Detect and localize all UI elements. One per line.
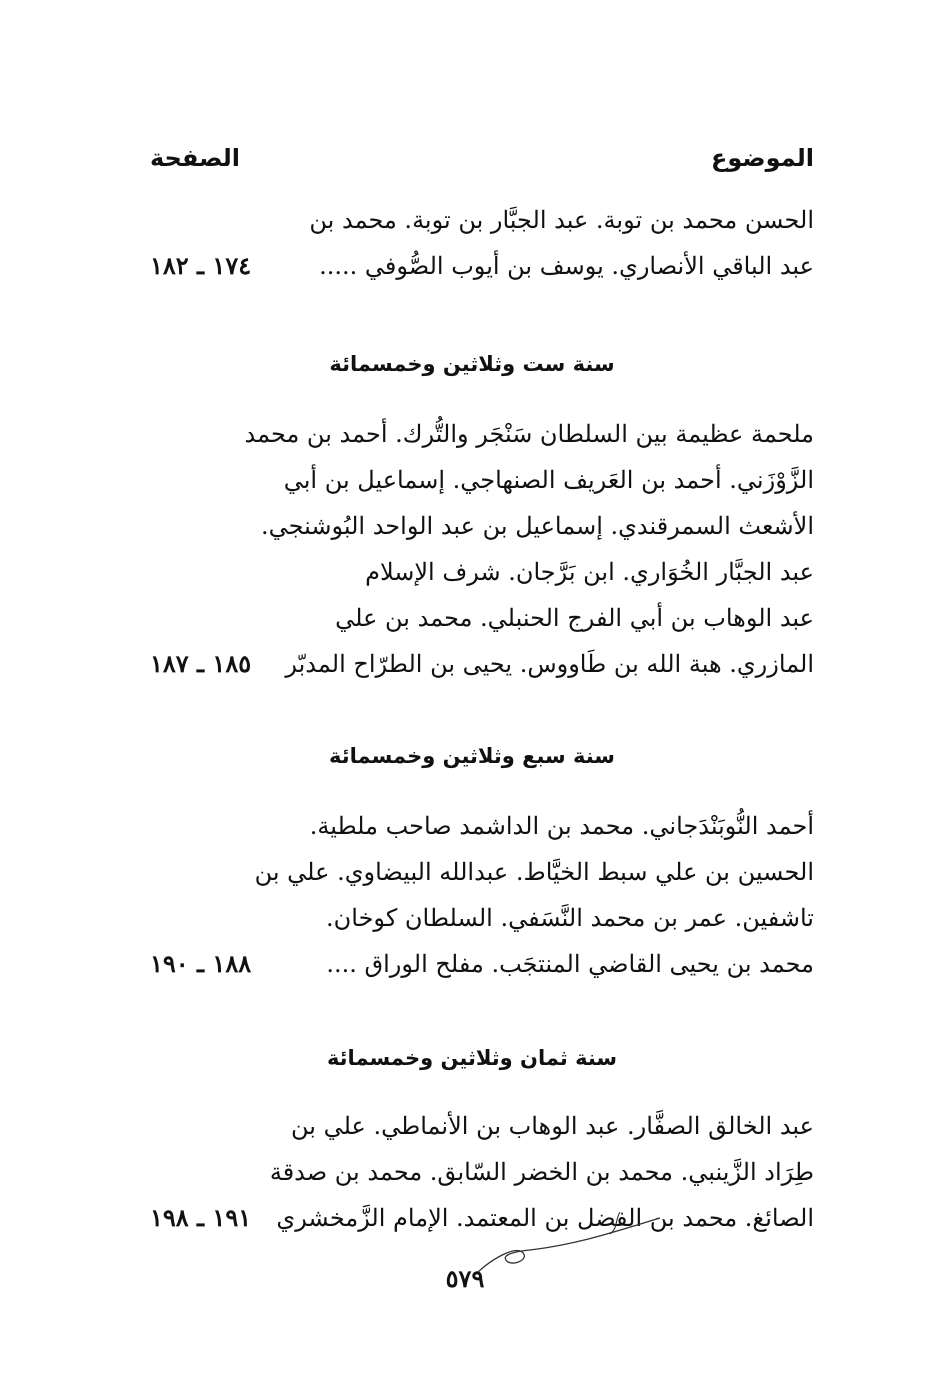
entry-line: المازري. هبة الله بن طَاووس. يحيى بن الطرّاح المدبّر — [285, 650, 814, 678]
entry-line: طِرَاد الزَّينبي. محمد بن الخضر السّابق. محمد بن صدقة — [269, 1158, 814, 1186]
entry-line: عبد الباقي الأنصاري. يوسف بن أيوب الصُّوفي ..... — [319, 252, 814, 280]
entry-line: أحمد النُّوبَنْدَجاني. محمد بن الداشمد صاحب ملطية. — [309, 812, 814, 840]
page-range: ١٨٥ ـ ١٨٧ — [150, 649, 252, 678]
entry-line: عبد الوهاب بن أبي الفرج الحنبلي. محمد بن علي — [335, 604, 814, 632]
entry-line: الحسن محمد بن توبة. عبد الجبَّار بن توبة. محمد بن — [309, 206, 814, 234]
section-title: سنة سبع وثلاثين وخمسمائة — [329, 744, 615, 768]
entry-line: ملحمة عظيمة بين السلطان سَنْجَر والتُّرك. أحمد بن محمد — [244, 420, 814, 448]
entry-line: الحسين بن علي سبط الخيَّاط. عبدالله البيضاوي. علي بن — [254, 858, 814, 886]
topic-column-header: الموضوع — [710, 144, 814, 172]
page-range: ١٨٨ ـ ١٩٠ — [150, 949, 252, 978]
entry-line: محمد بن يحيى القاضي المنتجَب. مفلح الوراق .... — [326, 950, 814, 978]
page-number: ٥٧٩ — [445, 1264, 485, 1293]
section-title: سنة ست وثلاثين وخمسمائة — [329, 352, 615, 376]
entry-line: الصائغ. محمد بن الفضل بن المعتمد. الإمام الزَّمخشري — [276, 1204, 814, 1232]
entry-line: الزَّوْزَني. أحمد بن العَريف الصنهاجي. إسماعيل بن أبي — [283, 466, 814, 494]
page-column-header: الصفحة — [150, 144, 241, 172]
entry-line: تاشفين. عمر بن محمد النَّسَفي. السلطان كوخان. — [326, 904, 814, 932]
page-range: ١٧٤ ـ ١٨٢ — [150, 251, 252, 280]
entry-line: عبد الجبَّار الخُوَاري. ابن بَرَّجان. شرف الإسلام — [365, 558, 814, 586]
entry-line: عبد الخالق الصفَّار. عبد الوهاب بن الأنماطي. علي بن — [291, 1112, 814, 1140]
entry-line: الأشعث السمرقندي. إسماعيل بن عبد الواحد البُوشنجي. — [260, 512, 814, 540]
section-title: سنة ثمان وثلاثين وخمسمائة — [326, 1046, 618, 1070]
page-range: ١٩١ ـ ١٩٨ — [150, 1203, 252, 1232]
